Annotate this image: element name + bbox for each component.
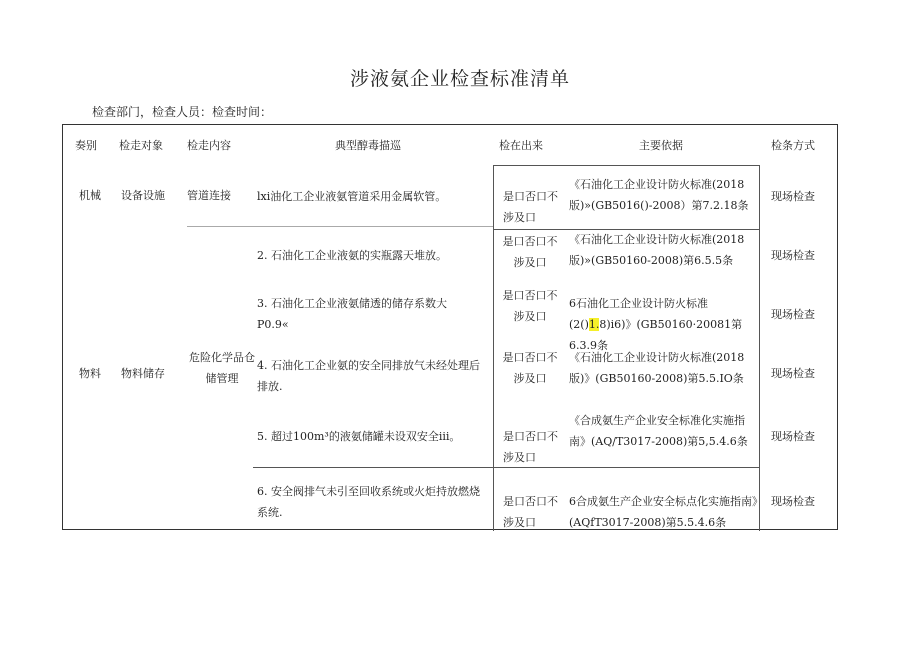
object-cell-storage: 物料储存 bbox=[121, 367, 165, 380]
category-cell-machinery: 机械 bbox=[79, 189, 101, 202]
divider-basis-top bbox=[493, 165, 759, 166]
row-2-description: 2. 石油化工企业液氨的实瓶露天堆放。 bbox=[257, 249, 447, 262]
row-4-basis: 《石油化工企业设计防火标准(2018版)》(GB50160-2008)第5.5.IO条 bbox=[569, 351, 745, 385]
header-basis: 主要依据 bbox=[639, 139, 683, 152]
content-cell-hazmat: 危险化学品仓储管理 bbox=[189, 351, 255, 385]
row-6-result: 是口否口不涉及口 bbox=[503, 495, 558, 529]
row-1-result: 是口否口不涉及口 bbox=[503, 190, 558, 224]
row-4-method: 现场检查 bbox=[771, 367, 815, 380]
row-3-basis-text: 6石油化工企业设计防火标准(2() bbox=[569, 297, 708, 331]
divider-result-left bbox=[493, 165, 494, 531]
row-3-basis-highlight: 1. bbox=[588, 318, 600, 331]
row-5-method: 现场检查 bbox=[771, 430, 815, 443]
header-method: 检条方式 bbox=[771, 139, 815, 152]
row-4-result: 是口否口不涉及口 bbox=[502, 351, 558, 385]
row-3-method: 现场检查 bbox=[771, 308, 815, 321]
document-title: 涉液氨企业检查标准清单 bbox=[349, 68, 570, 90]
content-cell-pipe: 管道连接 bbox=[187, 189, 231, 202]
header-object: 检走对象 bbox=[119, 139, 163, 152]
row-5-basis: 《合成氨生产企业安全标准化实施指南》(AQ/T3017-2008)第5,5.4.6条 bbox=[569, 414, 748, 448]
row-6-description: 6. 安全阀排气未引至回收系统或火炬持放燃烧系统. bbox=[257, 485, 480, 519]
row-1-description: lxi油化工企业液氨管道采用金属软管。 bbox=[257, 190, 447, 203]
object-cell-equipment: 设备设施 bbox=[121, 189, 165, 202]
row-5-description: 5. 超过100m³的液氨储罐未设双安全ⅲ。 bbox=[257, 430, 461, 443]
row-6-basis: 6合成氨生产企业安全标点化实施指南》(AQfT3017-2008)第5.5.4.6条 bbox=[569, 495, 758, 529]
divider-pipe-section bbox=[187, 226, 493, 227]
row-4-description: 4. 石油化工企业氨的安全同排放气未经处理后排放. bbox=[257, 359, 480, 393]
row-6-method: 现场检查 bbox=[771, 495, 815, 508]
inspection-meta-line: 检查部门，检查人员：检查时间： bbox=[92, 105, 273, 119]
row-1-method: 现场检查 bbox=[771, 190, 815, 203]
header-content: 检走内容 bbox=[187, 139, 231, 152]
row-2-basis: 《石油化工企业设计防火标准(2018版)»(GB50160-2008)第6.5.5条 bbox=[569, 233, 745, 267]
row-5-result: 是口否口不涉及口 bbox=[503, 430, 558, 464]
divider-basis-row2 bbox=[493, 229, 759, 230]
divider-basis-row6 bbox=[493, 467, 759, 468]
row-3-description: 3. 石油化工企业液氨储透的储存系数大P0.9« bbox=[257, 297, 447, 331]
divider-basis-right bbox=[759, 165, 760, 531]
header-category: 奏别 bbox=[75, 139, 97, 152]
checklist-table bbox=[62, 124, 838, 530]
row-3-result: 是口否口不涉及口 bbox=[502, 289, 558, 323]
row-2-result: 是口否口不涉及口 bbox=[502, 235, 558, 269]
row-2-method: 现场检查 bbox=[771, 249, 815, 262]
header-description: 典型醇毒描巡 bbox=[335, 139, 401, 152]
category-cell-material: 物料 bbox=[79, 367, 101, 380]
row-1-basis: 《石油化工企业设计防火标准(2018版)»(GB5016()-2008）第7.2.18条 bbox=[569, 178, 749, 212]
divider-row-6 bbox=[253, 467, 493, 468]
header-result: 检在出来 bbox=[499, 139, 543, 152]
row-3-basis-text-end: 8)i6)》(GB50160·20081第6.3.9条 bbox=[569, 318, 743, 352]
